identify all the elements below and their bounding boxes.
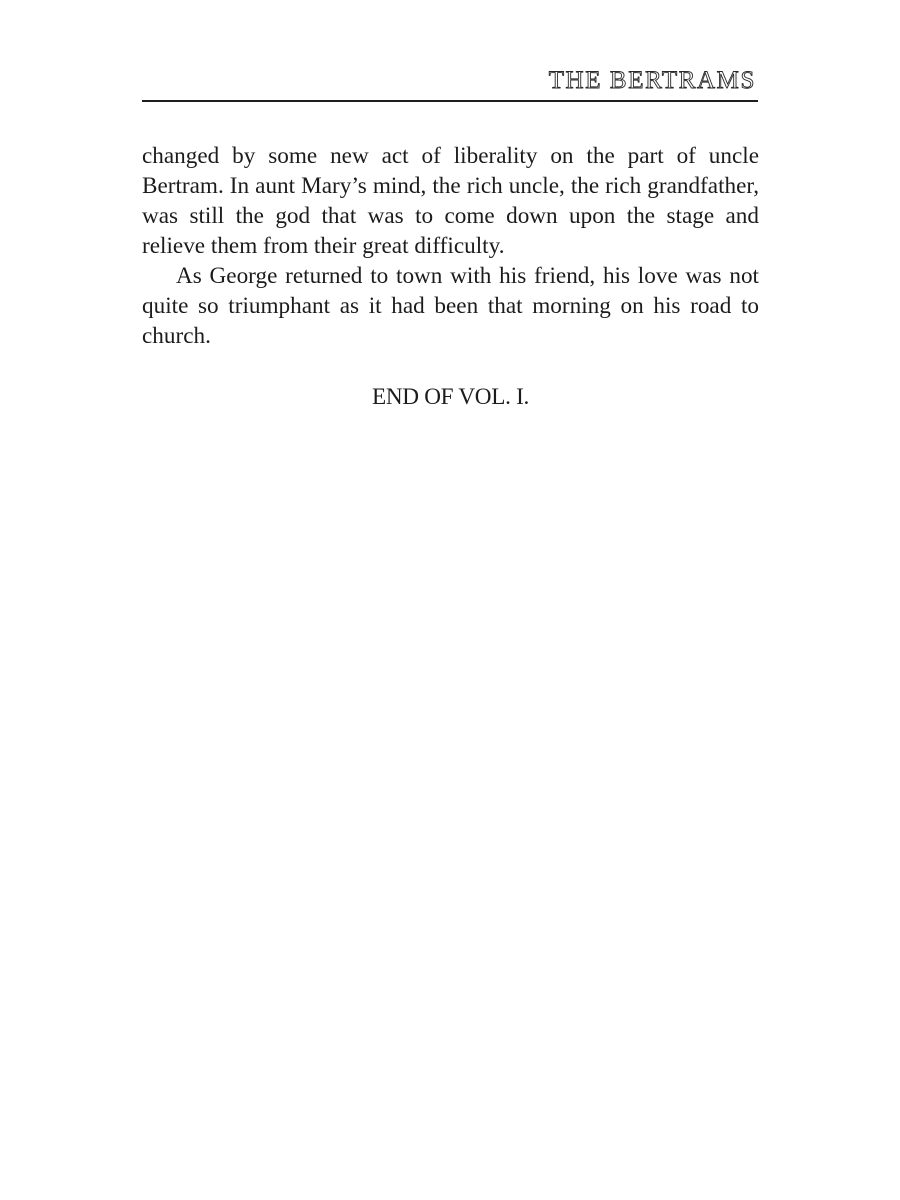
end-of-volume-mark: END OF VOL. I. [371, 384, 530, 410]
paragraph-2: As George returned to town with his friend, his love was not quite so triumphant as it had been that morning on his road to church. [142, 263, 759, 349]
running-head [142, 64, 758, 102]
paragraph-1: changed by some new act of liberality on the part of uncle Bertram. In aunt Mary’s mind, the rich uncle, the rich grandfather, was still the god that was to come down upon the stage and relieve them from their great difficulty. [142, 143, 759, 259]
running-head-title: THE BERTRAMS [548, 67, 756, 94]
body-text [142, 141, 759, 351]
